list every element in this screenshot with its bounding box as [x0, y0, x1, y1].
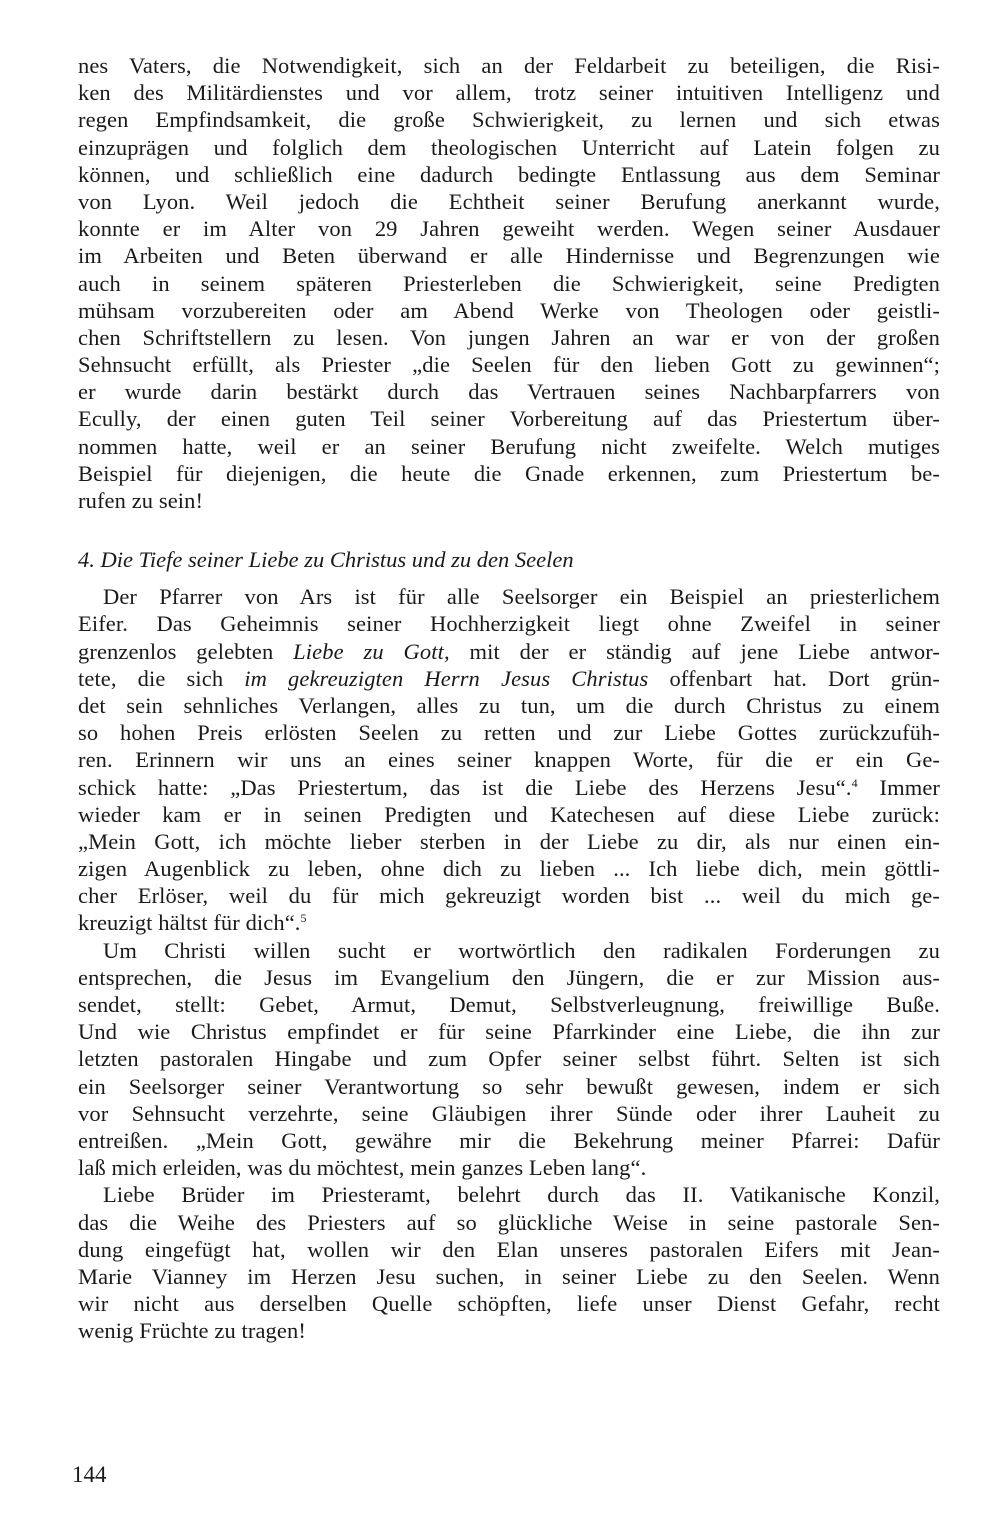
paragraph-2: [78, 583, 940, 936]
paragraph-1: [78, 52, 940, 514]
text-line: er wurde darin bestärkt durch das Vertrauen seines Nachbarpfarrers von: [78, 379, 940, 405]
emphasis-text: im gekreuzigten Herrn Jesus Christus: [244, 665, 649, 691]
text-run: schick hatte: „Das Priestertum, das ist die Liebe des Herzens Jesu“.: [78, 774, 852, 800]
text-line: entreißen. „Mein Gott, gewähre mir die Bekehrung meiner Pfarrei: Dafür: [78, 1127, 940, 1153]
text-line: Marie Vianney im Herzen Jesu suchen, in seiner Liebe zu den Seelen. Wenn: [78, 1263, 940, 1289]
text-run: grenzenlos gelebten: [78, 638, 294, 664]
text-run: offenbart hat. Dort grün-: [648, 665, 940, 691]
footnote-marker: 4: [851, 775, 858, 790]
text-line: zigen Augenblick zu leben, ohne dich zu lieben ... Ich liebe dich, mein göttli-: [78, 856, 940, 882]
text-line: können, und schließlich eine dadurch bedingte Entlassung aus dem Seminar: [78, 161, 940, 187]
text-run: kreuzigt hältst für dich“.: [78, 910, 301, 936]
text-line: rufen zu sein!: [78, 488, 204, 513]
section-heading: 4. Die Tiefe seiner Liebe zu Christus und zu den Seelen: [78, 547, 574, 573]
text-line: auch in seinem späteren Priesterleben die Schwierigkeit, seine Predigten: [78, 270, 940, 296]
text-line: Um Christi willen sucht er wortwörtlich den radikalen Forderungen zu: [103, 937, 940, 963]
page-number: 144: [72, 1462, 107, 1487]
text-line: det sein sehnliches Verlangen, alles zu tun, um die durch Christus zu einem: [78, 692, 940, 718]
text-line: nes Vaters, die Notwendigkeit, sich an der Feldarbeit zu beteiligen, die Risi-: [78, 53, 940, 78]
text-line: chen Schriftstellern zu lesen. Von jungen Jahren an war er von der großen: [78, 324, 940, 350]
text-line: einzuprägen und folglich dem theologischen Unterricht auf Latein folgen zu: [78, 134, 940, 160]
text-line: [78, 665, 940, 692]
text-line: letzten pastoralen Hingabe und zum Opfer seiner selbst führt. Selten ist sich: [78, 1046, 940, 1072]
text-line: im Arbeiten und Beten überwand er alle Hindernisse und Begrenzungen wie: [78, 243, 940, 269]
text-line: von Lyon. Weil jedoch die Echtheit seiner Berufung anerkannt wurde,: [78, 188, 940, 214]
text-line: regen Empfindsamkeit, die große Schwierigkeit, zu lernen und sich etwas: [78, 107, 940, 133]
text-run: Immer: [857, 774, 940, 800]
text-line: mühsam vorzubereiten oder am Abend Werke von Theologen oder geistli-: [78, 297, 940, 323]
text-line: ren. Erinnern wir uns an eines seiner knappen Worte, für die er ein Ge-: [78, 747, 940, 773]
text-line: Sehnsucht erfüllt, als Priester „die Seelen für den lieben Gott zu gewinnen“;: [78, 352, 940, 378]
text-line: wieder kam er in seinen Predigten und Katechesen auf diese Liebe zurück:: [78, 801, 940, 827]
page-body: [78, 52, 940, 1344]
text-line: ken des Militärdienstes und vor allem, trotz seiner intuitiven Intelligenz und: [78, 80, 940, 106]
text-line: Der Pfarrer von Ars ist für alle Seelsorger ein Beispiel an priesterlichem: [103, 584, 940, 610]
text-line: entsprechen, die Jesus im Evangelium den Jüngern, die er zur Mission aus-: [78, 964, 940, 990]
text-line: wenig Früchte zu tragen!: [78, 1318, 306, 1344]
text-line: Und wie Christus empfindet er für seine Pfarrkinder eine Liebe, die ihn zur: [78, 1019, 940, 1045]
text-line: Ecully, der einen guten Teil seiner Vorbereitung auf das Priestertum über-: [78, 406, 940, 432]
text-line: so hohen Preis erlösten Seelen zu retten und zur Liebe Gottes zurückzufüh-: [78, 720, 940, 746]
footnote-marker: 5: [300, 911, 307, 926]
text-line: [78, 909, 940, 936]
text-line: Beispiel für diejenigen, die heute die Gnade erkennen, zum Priestertum be-: [78, 460, 940, 486]
text-line: laß mich erleiden, was du möchtest, mein ganzes Leben lang“.: [78, 1155, 647, 1181]
paragraph-4: [78, 1181, 940, 1344]
text-line: nommen hatte, weil er an seiner Berufung nicht zweifelte. Welch mutiges: [78, 433, 940, 459]
text-line: [78, 638, 940, 665]
text-run: tete, die sich: [78, 665, 245, 691]
text-line: das die Weihe des Priesters auf so glückliche Weise in seine pastorale Sen-: [78, 1209, 940, 1235]
text-line: wir nicht aus derselben Quelle schöpften, liefe unser Dienst Gefahr, recht: [78, 1291, 940, 1317]
text-line: „Mein Gott, ich möchte lieber sterben in der Liebe zu dir, als nur einen ein-: [78, 828, 940, 854]
text-line: konnte er im Alter von 29 Jahren geweiht werden. Wegen seiner Ausdauer: [78, 216, 940, 242]
text-line: sendet, stellt: Gebet, Armut, Demut, Selbstverleugnung, freiwillige Buße.: [78, 992, 940, 1017]
text-line: Liebe Brüder im Priesteramt, belehrt durch das II. Vatikanische Konzil,: [103, 1182, 940, 1208]
text-line: dung eingefügt hat, wollen wir den Elan unseres pastoralen Eifers mit Jean-: [78, 1236, 940, 1262]
text-run: mit der er ständig auf jene Liebe antwor-: [449, 638, 940, 664]
text-line: cher Erlöser, weil du für mich gekreuzigt worden bist ... weil du mich ge-: [78, 883, 940, 909]
text-line: vor Sehnsucht verzehrte, seine Gläubigen ihrer Sünde oder ihrer Lauheit zu: [78, 1100, 940, 1126]
text-line: ein Seelsorger seiner Verantwortung so sehr bewußt gewesen, indem er sich: [78, 1073, 940, 1099]
text-line: [78, 774, 940, 801]
paragraph-3: [78, 937, 940, 1182]
text-line: Eifer. Das Geheimnis seiner Hochherzigkeit liegt ohne Zweifel in seiner: [78, 611, 940, 637]
emphasis-text: Liebe zu Gott,: [293, 638, 450, 664]
